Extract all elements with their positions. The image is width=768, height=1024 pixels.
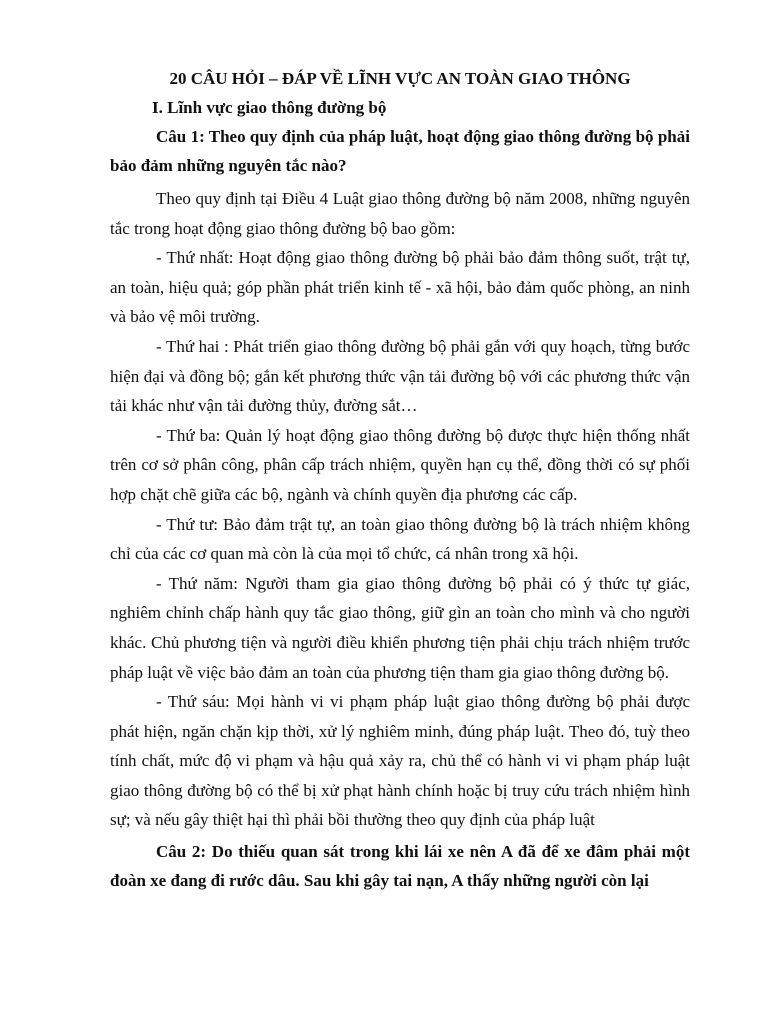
principle-3: - Thứ ba: Quản lý hoạt động giao thông đường bộ được thực hiện thống nhất trên cơ sở phân công, phân cấp trách nhiệm, quyền hạn cụ thể, đồng thời có sự phối hợp chặt chẽ giữa các bộ, ngành và chính quyền địa phương các cấp.	[110, 425, 690, 504]
principle-2: - Thứ hai : Phát triển giao thông đường bộ phải gắn với quy hoạch, từng bước hiện đại và đồng bộ; gắn kết phương thức vận tải đường bộ với các phương thức vận tải khác như vận tải đường thủy, đường sắt…	[110, 336, 690, 416]
question-2: Câu 2: Do thiếu quan sát trong khi lái xe nên A đã để xe đâm phải một đoàn xe đang đi rước dâu. Sau khi gây tai nạn, A thấy những người còn lại	[110, 842, 690, 891]
question-1: Câu 1: Theo quy định của pháp luật, hoạt động giao thông đường bộ phải bảo đảm những nguyên tắc nào?	[110, 127, 690, 175]
answer-intro: Theo quy định tại Điều 4 Luật giao thông đường bộ năm 2008, những nguyên tắc trong hoạt động giao thông đường bộ bao gồm:	[110, 189, 690, 238]
principle-1: - Thứ nhất: Hoạt động giao thông đường bộ phải bảo đảm thông suốt, trật tự, an toàn, hiệu quả; góp phần phát triển kinh tế - xã hội, bảo đảm quốc phòng, an ninh và bảo vệ môi trường.	[110, 248, 690, 327]
section-heading: I. Lĩnh vực giao thông đường bộ	[152, 98, 387, 117]
document-title: 20 CÂU HỎI – ĐÁP VỀ LĨNH VỰC AN TOÀN GIAO THÔNG	[169, 69, 631, 88]
document-page	[110, 64, 690, 895]
principle-6: - Thứ sáu: Mọi hành vi vi phạm pháp luật giao thông đường bộ phải được phát hiện, ngăn chặn kịp thời, xử lý nghiêm minh, đúng pháp luật. Theo đó, tuỳ theo tính chất, mức độ vi phạm và hậu quả xảy ra, chủ thể có hành vi vi phạm pháp luật giao thông đường bộ có thể bị xử phạt hành chính hoặc bị truy cứu trách nhiệm hình sự; và nếu gây thiệt hại thì phải bồi thường theo quy định của pháp luật	[110, 692, 690, 830]
principle-4: - Thứ tư: Bảo đảm trật tự, an toàn giao thông đường bộ là trách nhiệm không chỉ của các cơ quan mà còn là của mọi tổ chức, cá nhân trong xã hội.	[110, 514, 690, 564]
principle-5: - Thứ năm: Người tham gia giao thông đường bộ phải có ý thức tự giác, nghiêm chỉnh chấp hành quy tắc giao thông, giữ gìn an toàn cho mình và cho người khác. Chủ phương tiện và người điều khiển phương tiện phải chịu trách nhiệm trước pháp luật về việc bảo đảm an toàn của phương tiện tham gia giao thông đường bộ.	[110, 573, 690, 682]
